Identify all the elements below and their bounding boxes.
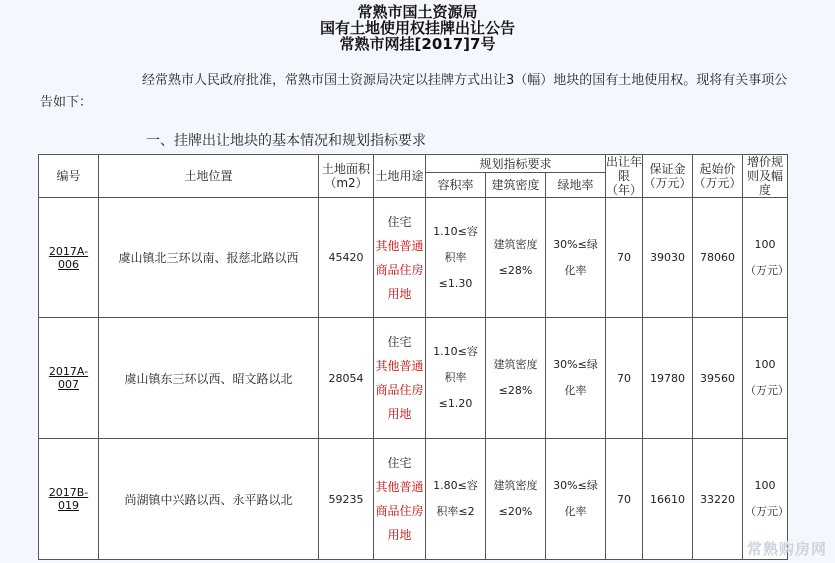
parcel-term: 70 (606, 439, 643, 560)
use-detail: 其他普通商品住房用地 (375, 238, 424, 301)
table-row (39, 439, 788, 560)
use-detail: 其他普通商品住房用地 (375, 480, 424, 542)
parcel-term: 70 (606, 198, 643, 318)
parcel-area: 59235 (319, 439, 374, 560)
parcel-code (39, 439, 99, 560)
parcel-green: 30%≤绿化率 (546, 198, 606, 318)
header-plan: 规划指标要求 (426, 155, 606, 173)
use-detail: 其他普通商品住房用地 (375, 359, 424, 421)
announcement-number: 常熟市网挂[2017]7号 (339, 35, 496, 53)
parcel-start-price: 39560 (693, 318, 743, 439)
parcel-use (374, 318, 426, 439)
parcel-area: 45420 (319, 198, 374, 318)
bureau-title: 常熟市国土资源局 (357, 3, 478, 21)
land-parcel-table (38, 154, 788, 560)
parcel-code-link[interactable]: 2017B-019 (48, 486, 89, 512)
section-heading: 一、挂牌出让地块的基本情况和规划指标要求 (146, 133, 426, 149)
header-area: 土地面积（m2） (319, 155, 374, 198)
parcel-deposit: 16610 (643, 439, 693, 560)
table-row (39, 198, 788, 318)
header-far: 容积率 (426, 173, 486, 198)
parcel-far: 1.10≤容积率≤1.20 (426, 318, 486, 439)
header-deposit: 保证金（万元） (643, 155, 693, 198)
parcel-deposit: 39030 (643, 198, 693, 318)
use-primary: 住宅 (387, 214, 412, 229)
parcel-use (374, 198, 426, 318)
header-use: 土地用途 (374, 155, 426, 198)
site-watermark: 常熟购房网 (746, 540, 827, 558)
parcel-deposit: 19780 (643, 318, 693, 439)
parcel-code-link[interactable]: 2017A-007 (48, 365, 89, 391)
parcel-density: 建筑密度≤28% (486, 318, 546, 439)
parcel-location: 虞山镇北三环以南、报慈北路以西 (99, 198, 319, 318)
parcel-increment: 100（万元） (743, 439, 788, 560)
parcel-far: 1.80≤容积率≤2 (426, 439, 486, 560)
use-primary: 住宅 (387, 456, 412, 470)
parcel-increment: 100（万元） (743, 318, 788, 439)
parcel-code (39, 198, 99, 318)
parcel-start-price: 78060 (693, 198, 743, 318)
parcel-code-link[interactable]: 2017A-006 (48, 244, 89, 271)
table-row (39, 318, 788, 439)
parcel-term: 70 (606, 318, 643, 439)
parcel-start-price: 33220 (693, 439, 743, 560)
header-green: 绿地率 (546, 173, 606, 198)
parcel-location: 虞山镇东三环以西、昭文路以北 (99, 318, 319, 439)
header-term: 出让年限（年） (606, 155, 643, 197)
header-start-price: 起始价（万元） (693, 155, 743, 198)
header-density: 建筑密度 (486, 173, 546, 198)
announcement-header (0, 4, 835, 52)
parcel-code (39, 318, 99, 439)
header-location: 土地位置 (99, 155, 319, 198)
parcel-density: 建筑密度≤28% (486, 198, 546, 318)
header-increment: 增价规则及幅度 (743, 155, 788, 198)
parcel-location: 尚湖镇中兴路以西、永平路以北 (99, 439, 319, 560)
parcel-far: 1.10≤容积率≤1.30 (426, 198, 486, 318)
parcel-density: 建筑密度≤20% (486, 439, 546, 560)
parcel-green: 30%≤绿化率 (546, 318, 606, 439)
parcel-increment: 100（万元） (743, 198, 788, 318)
use-primary: 住宅 (387, 335, 412, 349)
parcel-area: 28054 (319, 318, 374, 439)
parcel-use (374, 439, 426, 560)
parcel-green: 30%≤绿化率 (546, 439, 606, 560)
intro-paragraph: 经常熟市人民政府批准，常熟市国土资源局决定以挂牌方式出让3（幅）地块的国有土地使用权。现将有关事项公告如下： (40, 73, 788, 110)
announcement-title: 国有土地使用权挂牌出让公告 (319, 19, 515, 37)
header-code: 编号 (39, 155, 99, 198)
